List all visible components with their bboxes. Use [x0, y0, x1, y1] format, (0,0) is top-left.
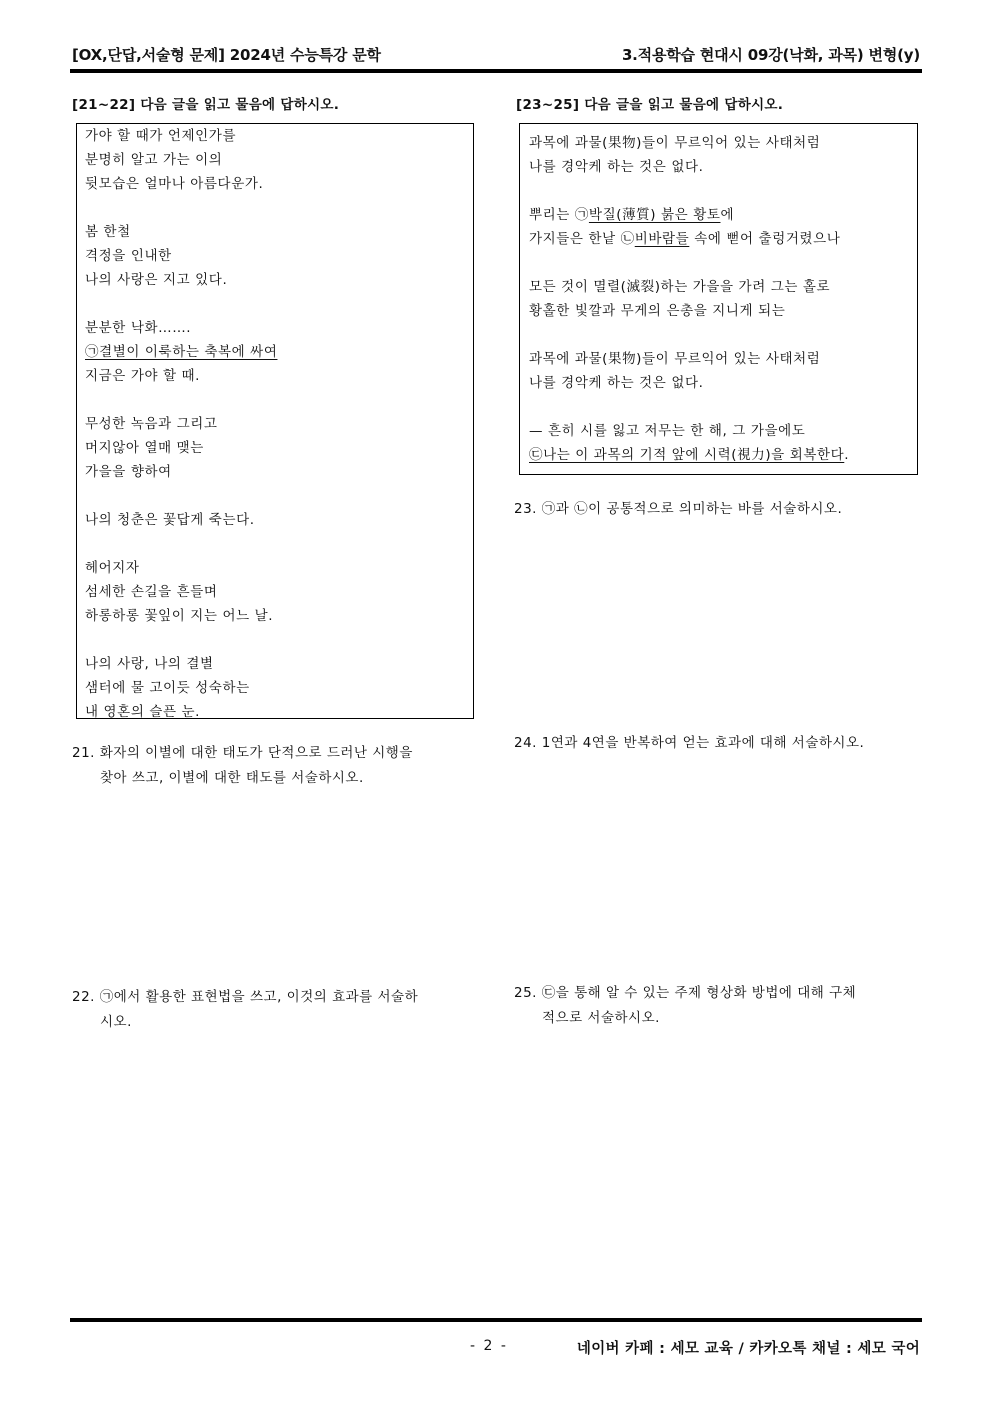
question-25 — [514, 981, 856, 1031]
footer-rule — [70, 1318, 922, 1322]
right-poem-line — [529, 419, 917, 443]
poem-text: — 흔히 시를 잃고 저무는 한 해, 그 가을에도 — [529, 423, 806, 439]
left-poem-line — [85, 292, 473, 316]
poem-text: 과목에 과물(果物)들이 무르익어 있는 사태처럼 — [529, 135, 821, 151]
right-poem-line — [529, 323, 917, 347]
poem-text: 헤어지자 — [85, 560, 140, 576]
left-poem-line — [85, 268, 473, 292]
left-poem-box — [76, 123, 474, 719]
header-right: 3.적용학습 현대시 09강(낙화, 과목) 변형(y) — [621, 46, 920, 64]
question-21-line2: 찾아 쓰고, 이별에 대한 태도를 서술하시오. — [100, 770, 364, 786]
left-poem-line — [85, 244, 473, 268]
poem-text: 뒷모습은 얼마나 아름다운가. — [85, 176, 264, 192]
right-section-title: [23~25] 다음 글을 읽고 물음에 답하시오. — [516, 97, 784, 113]
left-poem-line — [85, 364, 473, 388]
question-24 — [514, 731, 864, 756]
poem-text: 가야 할 때가 언제인가를 — [85, 128, 237, 144]
poem-text: 과목에 과물(果物)들이 무르익어 있는 사태처럼 — [529, 351, 821, 367]
left-poem-line — [85, 412, 473, 436]
footer-credit: 네이버 카페 : 세모 교육 / 카카오톡 채널 : 세모 국어 — [576, 1341, 920, 1357]
page-number: - 2 - — [470, 1338, 508, 1354]
left-poem-line — [85, 556, 473, 580]
poem-text: 황홀한 빛깔과 무게의 은총을 지니게 되는 — [529, 303, 786, 319]
left-poem-line — [85, 196, 473, 220]
left-poem-line — [85, 628, 473, 652]
poem-text: 내 영혼의 슬픈 눈. — [85, 704, 201, 720]
poem-text: 가지들은 한낱 ㉡ — [529, 231, 635, 247]
left-poem-line — [85, 580, 473, 604]
poem-text: 속에 뻗어 출렁거렸으나 — [689, 231, 841, 247]
right-poem-line — [529, 371, 917, 395]
question-22-line2: 시오. — [100, 1014, 132, 1030]
left-poem-line — [85, 124, 473, 148]
poem-text: . — [844, 447, 850, 463]
left-poem-line — [85, 484, 473, 508]
left-poem-line — [85, 220, 473, 244]
poem-text: 샘터에 물 고이듯 성숙하는 — [85, 680, 250, 696]
poem-text: 에 — [720, 207, 735, 223]
right-poem-line — [529, 443, 917, 467]
poem-text: 분명히 알고 가는 이의 — [85, 152, 223, 168]
left-poem-line — [85, 388, 473, 412]
poem-text: 나를 경악케 하는 것은 없다. — [529, 375, 704, 391]
right-poem-box — [519, 123, 918, 475]
left-poem-line — [85, 532, 473, 556]
poem-text: 하롱하롱 꽃잎이 지는 어느 날. — [85, 608, 274, 624]
question-24-line1: 24. 1연과 4연을 반복하여 얻는 효과에 대해 서술하시오. — [514, 735, 865, 751]
left-poem-line — [85, 700, 473, 724]
poem-text: 격정을 인내한 — [85, 248, 172, 264]
poem-text: 나의 청춘은 꽃답게 죽는다. — [85, 512, 255, 528]
left-poem-line — [85, 652, 473, 676]
left-poem-line — [85, 340, 473, 364]
poem-text: 지금은 가야 할 때. — [85, 368, 201, 384]
left-poem-line — [85, 460, 473, 484]
question-21 — [72, 741, 413, 791]
poem-text: 무성한 녹음과 그리고 — [85, 416, 218, 432]
right-poem-line — [529, 347, 917, 371]
poem-text: 섬세한 손길을 흔들며 — [85, 584, 218, 600]
underlined-phrase: ㉢나는 이 과목의 기적 앞에 시력(視力)을 회복한다 — [529, 447, 845, 463]
right-poem-line — [529, 395, 917, 419]
question-21-line1: 21. 화자의 이별에 대한 태도가 단적으로 드러난 시행을 — [72, 745, 413, 761]
left-section-title: [21~22] 다음 글을 읽고 물음에 답하시오. — [72, 97, 340, 113]
right-poem-line — [529, 227, 917, 251]
right-poem-line — [529, 203, 917, 227]
underlined-phrase: ㉠결별이 이룩하는 축복에 싸여 — [85, 344, 278, 360]
right-poem-line — [529, 131, 917, 155]
poem-text: 뿌리는 ㉠ — [529, 207, 589, 223]
header-rule — [70, 69, 922, 73]
left-poem-line — [85, 676, 473, 700]
left-poem-line — [85, 316, 473, 340]
left-poem-line — [85, 172, 473, 196]
poem-text: 분분한 낙화……. — [85, 320, 192, 336]
left-poem-line — [85, 604, 473, 628]
question-23-line1: 23. ㉠과 ㉡이 공통적으로 의미하는 바를 서술하시오. — [514, 501, 843, 517]
poem-text: 머지않아 열매 맺는 — [85, 440, 204, 456]
poem-text: 모든 것이 멸렬(滅裂)하는 가을을 가려 그는 홀로 — [529, 279, 831, 295]
right-poem-line — [529, 179, 917, 203]
poem-text: 나를 경악케 하는 것은 없다. — [529, 159, 704, 175]
question-25-line1: 25. ㉢을 통해 알 수 있는 주제 형상화 방법에 대해 구체 — [514, 985, 857, 1001]
question-25-line2: 적으로 서술하시오. — [542, 1010, 660, 1026]
poem-text: 봄 한철 — [85, 224, 131, 240]
poem-text: 가을을 향하여 — [85, 464, 172, 480]
question-22-line1: 22. ㉠에서 활용한 표현법을 쓰고, 이것의 효과를 서술하 — [72, 989, 419, 1005]
underlined-phrase: 비바람들 — [634, 231, 690, 247]
right-poem-line — [529, 275, 917, 299]
underlined-phrase: 박질(薄質) 붉은 황토 — [588, 207, 721, 223]
right-poem-line — [529, 251, 917, 275]
poem-text: 나의 사랑, 나의 결별 — [85, 656, 214, 672]
right-poem-line — [529, 299, 917, 323]
left-poem-line — [85, 436, 473, 460]
left-poem-line — [85, 148, 473, 172]
right-poem-line — [529, 155, 917, 179]
poem-text: 나의 사랑은 지고 있다. — [85, 272, 228, 288]
left-poem-line — [85, 508, 473, 532]
header-left: [OX,단답,서술형 문제] 2024년 수능특강 문학 — [72, 46, 381, 64]
question-23 — [514, 497, 842, 522]
question-22 — [72, 985, 418, 1035]
